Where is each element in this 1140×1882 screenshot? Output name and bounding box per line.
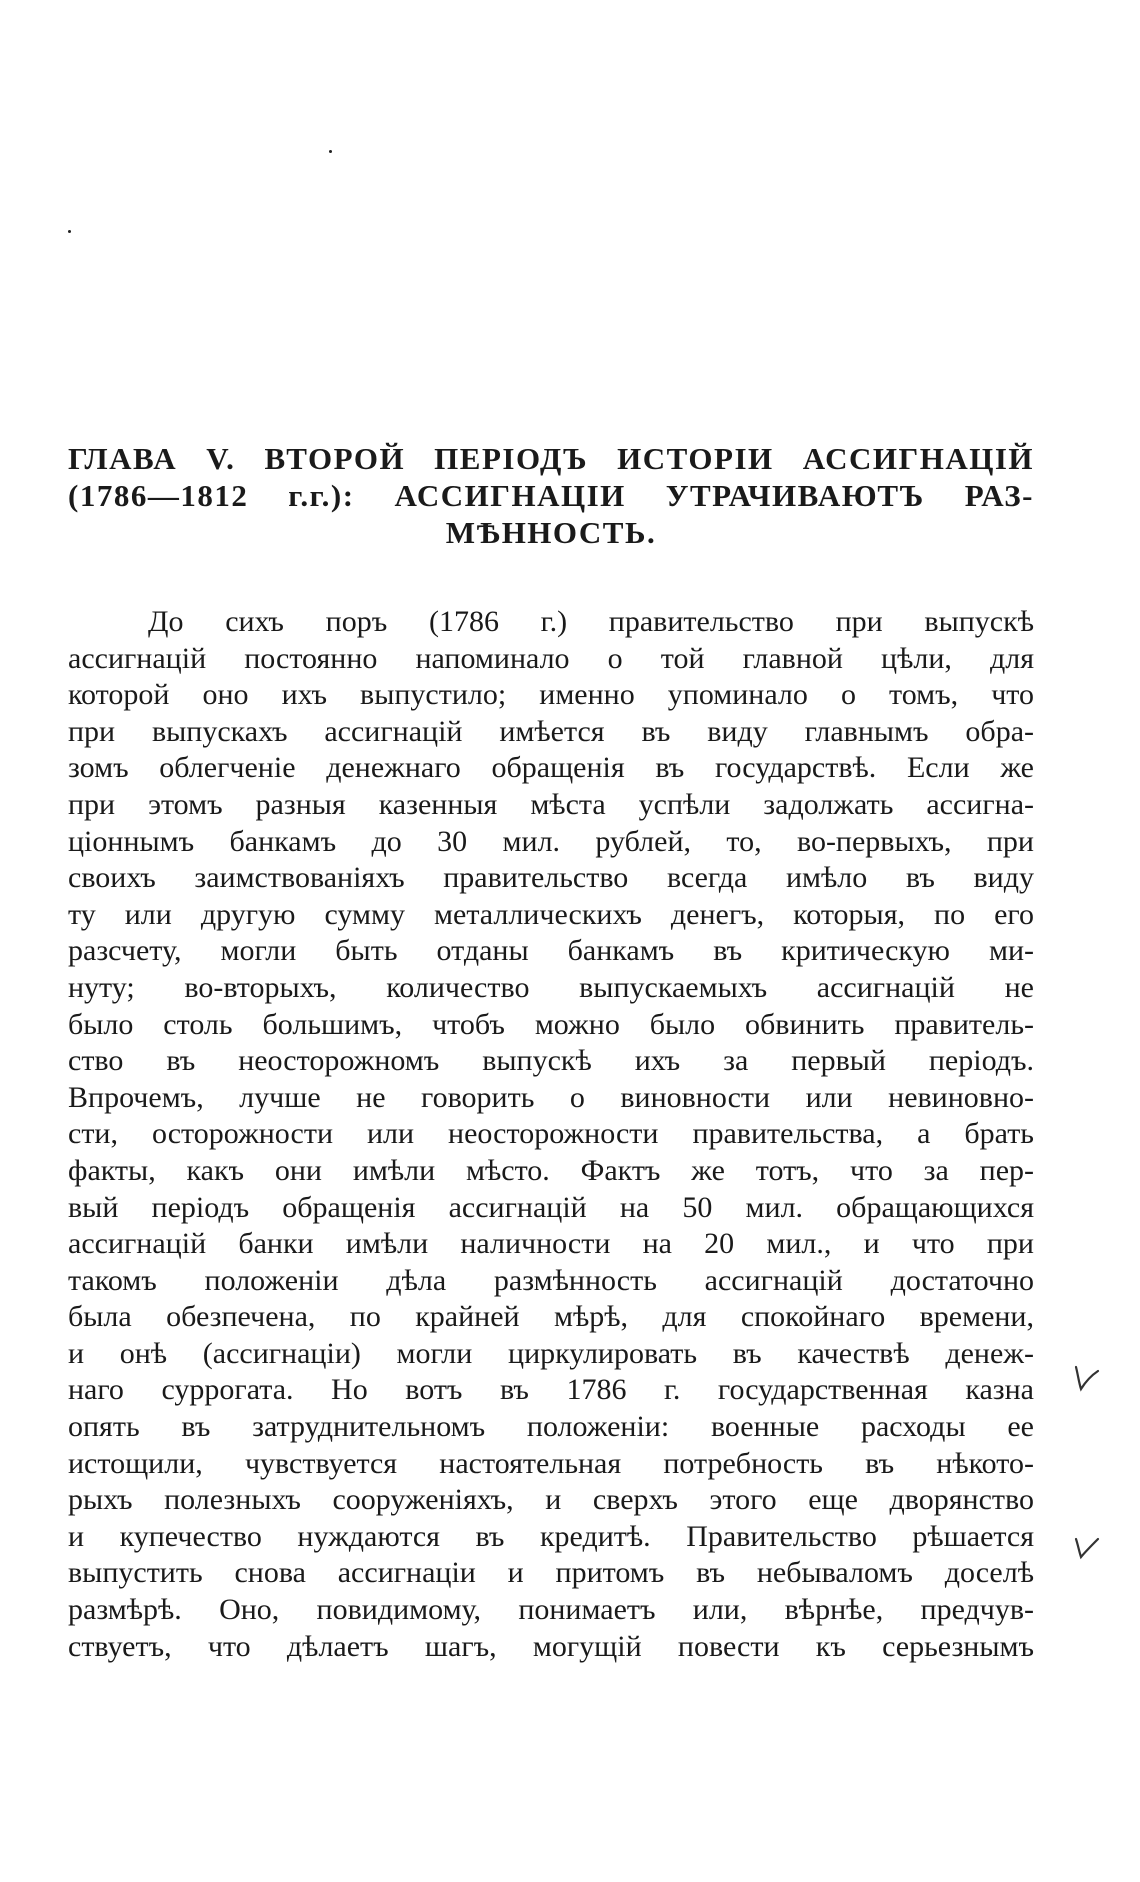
text-line: выпустить снова ассигнаціи и притомъ въ небываломъ доселѣ <box>68 1556 1034 1590</box>
text-line: было столь большимъ, чтобъ можно было обвинить правитель- <box>68 1007 1034 1041</box>
margin-check-mark-icon <box>1072 1535 1100 1561</box>
text-line: зомъ облегченіе денежнаго обращенія въ государствѣ. Если же <box>68 751 1034 785</box>
text-line: своихъ заимствованіяхъ правительство всегда имѣло въ виду <box>68 861 1034 895</box>
text-line: такомъ положеніи дѣла размѣнность ассигнацій достаточно <box>68 1263 1034 1297</box>
text-line: при этомъ разныя казенныя мѣста успѣли задолжать ассигна- <box>68 787 1034 821</box>
text-line: сти, осторожности или неосторожности правительства, а брать <box>68 1117 1034 1151</box>
text-line: вый періодъ обращенія ассигнацій на 50 мил. обращающихся <box>68 1190 1034 1224</box>
heading-line-3: МѢННОСТЬ. <box>445 515 657 550</box>
text-line: которой оно ихъ выпустило; именно упоминало о томъ, что <box>68 678 1034 712</box>
text-line: ассигнацій банки имѣли наличности на 20 мил., и что при <box>68 1227 1034 1261</box>
text-line: Впрочемъ, лучше не говорить о виновности или невиновно- <box>68 1080 1034 1114</box>
ink-speck <box>68 230 71 233</box>
text-line: наго суррогата. Но вотъ въ 1786 г. государственная казна <box>68 1373 1034 1407</box>
text-line: ціоннымъ банкамъ до 30 мил. рублей, то, во-первыхъ, при <box>68 824 1034 858</box>
text-line: ство въ неосторожномъ выпускѣ ихъ за первый періодъ. <box>68 1044 1034 1078</box>
chapter-heading <box>68 440 1034 551</box>
text-line: ствуетъ, что дѣлаетъ шагъ, могущій повести къ серьезнымъ <box>68 1629 1034 1663</box>
text-line: разсчету, могли быть отданы банкамъ въ критическую ми- <box>68 934 1034 968</box>
text-line: и купечество нуждаются въ кредитѣ. Правительство рѣшается <box>68 1519 1034 1553</box>
text-line: нуту; во-вторыхъ, количество выпускаемыхъ ассигнацій не <box>68 970 1034 1004</box>
text-line: факты, какъ они имѣли мѣсто. Фактъ же тотъ, что за пер- <box>68 1153 1034 1187</box>
text-line: опять въ затруднительномъ положеніи: военные расходы ее <box>68 1410 1034 1444</box>
heading-line-2: (1786—1812 г.г.): АССИГНАЦІИ УТРАЧИВАЮТЪ РАЗ- <box>68 478 1034 513</box>
text-line: До сихъ поръ (1786 г.) правительство при выпускѣ <box>148 605 1034 638</box>
text-line: ассигнацій постоянно напоминало о той главной цѣли, для <box>68 641 1034 675</box>
text-line: при выпускахъ ассигнацій имѣется въ виду главнымъ обра- <box>68 714 1034 748</box>
margin-check-mark-icon <box>1072 1363 1100 1393</box>
text-line: истощили, чувствуется настоятельная потребность въ нѣкото- <box>68 1446 1034 1480</box>
text-line: размѣрѣ. Оно, повидимому, понимаетъ или, вѣрнѣе, предчув- <box>68 1593 1034 1627</box>
text-line: ту или другую сумму металлическихъ денегъ, которыя, по его <box>68 897 1034 931</box>
text-line: была обезпечена, по крайней мѣрѣ, для спокойнаго времени, <box>68 1300 1034 1334</box>
ink-speck <box>329 150 332 153</box>
text-line: рыхъ полезныхъ сооруженіяхъ, и сверхъ этого еще дворянство <box>68 1483 1034 1517</box>
heading-line-1: ГЛАВА V. ВТОРОЙ ПЕРІОДЪ ИСТОРІИ АССИГНАЦІЙ <box>68 441 1034 476</box>
body-paragraph <box>68 604 1034 1665</box>
text-line: и онѣ (ассигнаціи) могли циркулировать въ качествѣ денеж- <box>68 1336 1034 1370</box>
